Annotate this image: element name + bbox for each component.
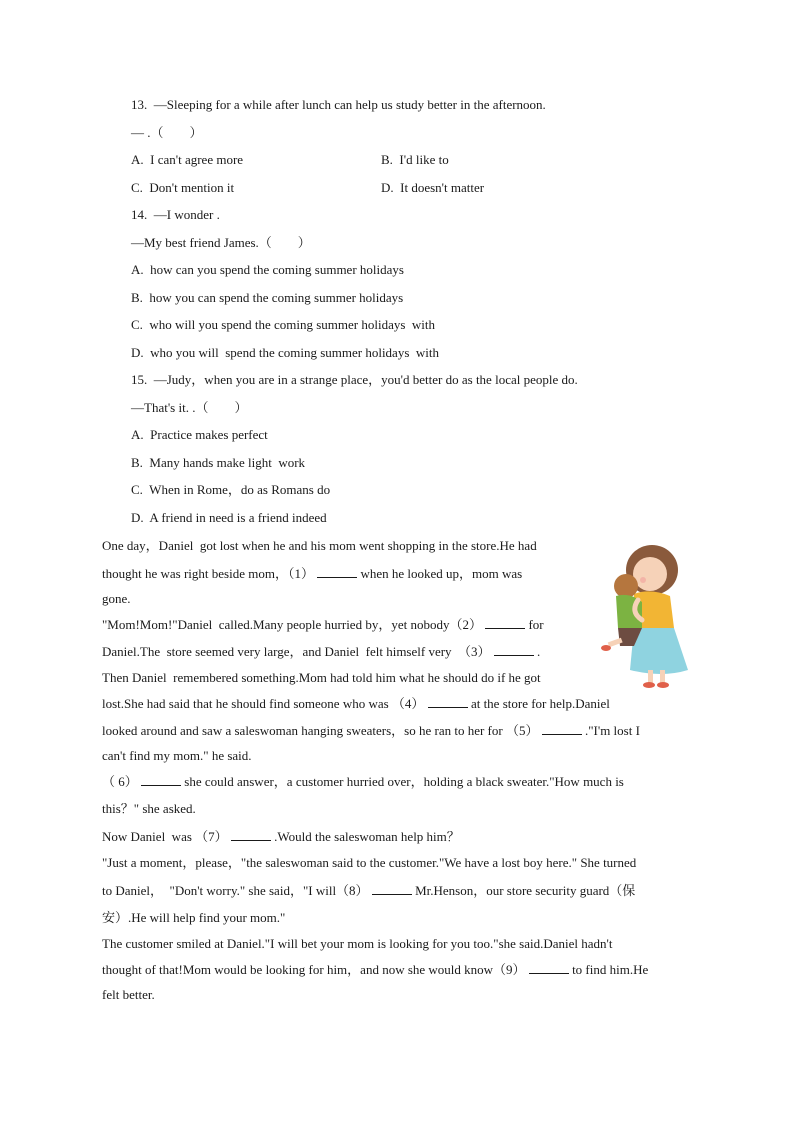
passage-text: （ 6）	[102, 774, 142, 789]
q13-number: 13.	[131, 97, 148, 112]
passage-text: Mr.Henson，our store security guard（保	[411, 883, 636, 898]
passage-line-5	[102, 643, 540, 660]
passage-line-14	[102, 882, 635, 899]
q14-line	[131, 207, 220, 223]
passage-line-16: The customer smiled at Daniel."I will bet your mom is looking for you too."she said.Daniel hadn't	[102, 936, 613, 951]
blank-2[interactable]	[485, 616, 525, 629]
mother-leg	[660, 670, 665, 684]
q13-line	[131, 97, 546, 113]
blank-5[interactable]	[542, 722, 582, 735]
mother-shoe	[657, 682, 669, 688]
passage-line-2	[102, 565, 522, 582]
passage-text: when he looked up，mom was	[357, 566, 523, 581]
passage-text: .Would the saleswoman help him？	[270, 829, 460, 844]
q13-prompt: —Sleeping for a while after lunch can help us study better in the afternoon.	[153, 97, 546, 112]
passage-text: ."I'm lost I	[581, 723, 640, 738]
q15-option-b[interactable]: B. Many hands make light work	[131, 455, 306, 470]
mother-shoe	[643, 682, 655, 688]
q13-option-b[interactable]: B. I'd like to	[381, 152, 449, 167]
passage-text: "Mom!Mom!"Daniel called.Many people hurried by，yet nobody（2）	[102, 617, 486, 632]
blank-8[interactable]	[372, 882, 412, 895]
q14-option-d[interactable]: D. who you will spend the coming summer holidays with	[131, 345, 440, 360]
passage-line-4	[102, 616, 544, 633]
passage-line-17	[102, 961, 648, 978]
q14-option-a[interactable]: A. how can you spend the coming summer holidays	[131, 262, 404, 277]
passage-line-18: felt better.	[102, 987, 155, 1002]
q15-option-a[interactable]: A. Practice makes perfect	[131, 427, 268, 442]
q15-number: 15.	[131, 372, 148, 387]
blank-9[interactable]	[529, 961, 569, 974]
passage-text: Now Daniel was （7）	[102, 829, 231, 844]
q14-prompt: —I wonder .	[153, 207, 220, 222]
q15-line	[131, 372, 578, 388]
passage-text: thought of that!Mom would be looking for him，and now she would know（9）	[102, 962, 529, 977]
passage-text: Daniel.The store seemed very large，and Daniel felt himself very （3）	[102, 644, 494, 659]
q15-option-d[interactable]: D. A friend in need is a friend indeed	[131, 510, 327, 525]
blank-6[interactable]	[141, 773, 181, 786]
passage-line-1: One day，Daniel got lost when he and his mom went shopping in the store.He had	[102, 538, 537, 553]
blank-3[interactable]	[494, 643, 534, 656]
passage-line-3: gone.	[102, 591, 131, 606]
mother-hugging-child-illustration	[590, 542, 700, 692]
blank-1[interactable]	[317, 565, 357, 578]
q13-option-c[interactable]: C. Don't mention it	[131, 180, 235, 195]
mother-leg	[648, 670, 653, 684]
q15-option-c[interactable]: C. When in Rome，do as Romans do	[131, 482, 331, 497]
q14-number: 14.	[131, 207, 148, 222]
mother-face	[633, 557, 667, 591]
mother-cheek	[640, 577, 646, 583]
q13-option-a[interactable]: A. I can't agree more	[131, 152, 244, 167]
passage-line-10	[102, 773, 624, 790]
q14-reply: —My best friend James.（ ）	[131, 235, 311, 250]
child-head	[614, 574, 638, 598]
passage-line-12	[102, 828, 460, 845]
passage-line-7	[102, 695, 610, 712]
passage-line-6: Then Daniel remembered something.Mom had told him what he should do if he got	[102, 670, 541, 685]
blank-4[interactable]	[428, 695, 468, 708]
q14-option-c[interactable]: C. who will you spend the coming summer holidays with	[131, 317, 436, 332]
blank-7[interactable]	[231, 828, 271, 841]
passage-line-13: "Just a moment，please，"the saleswoman said to the customer."We have a lost boy here." She turned	[102, 855, 637, 870]
passage-text: she could answer，a customer hurried over，holding a black sweater."How much is	[181, 774, 624, 789]
passage-text: lost.She had said that he should find someone who was （4）	[102, 696, 428, 711]
q13-reply: — .（ ）	[131, 125, 203, 140]
passage-text: at the store for help.Daniel	[467, 696, 610, 711]
passage-text: for	[525, 617, 544, 632]
passage-line-11: this？" she asked.	[102, 801, 196, 816]
passage-text: .	[533, 644, 541, 659]
passage-text: to Daniel， "Don't worry." she said，"I will（8）	[102, 883, 372, 898]
passage-text: looked around and saw a saleswoman hanging sweaters，so he ran to her for （5）	[102, 723, 542, 738]
passage-text: to find him.He	[568, 962, 649, 977]
q15-prompt: —Judy，when you are in a strange place，you'd better do as the local people do.	[153, 372, 578, 387]
passage-line-9: can't find my mom." he said.	[102, 748, 252, 763]
child-shoe	[601, 645, 611, 651]
passage-line-8	[102, 722, 640, 739]
passage-line-15: 安）.He will help find your mom."	[102, 910, 286, 925]
q15-reply: —That's it. .（ ）	[131, 400, 248, 415]
passage-text: thought he was right beside mom，（1）	[102, 566, 318, 581]
q13-option-d[interactable]: D. It doesn't matter	[381, 180, 485, 195]
q14-option-b[interactable]: B. how you can spend the coming summer holidays	[131, 290, 404, 305]
